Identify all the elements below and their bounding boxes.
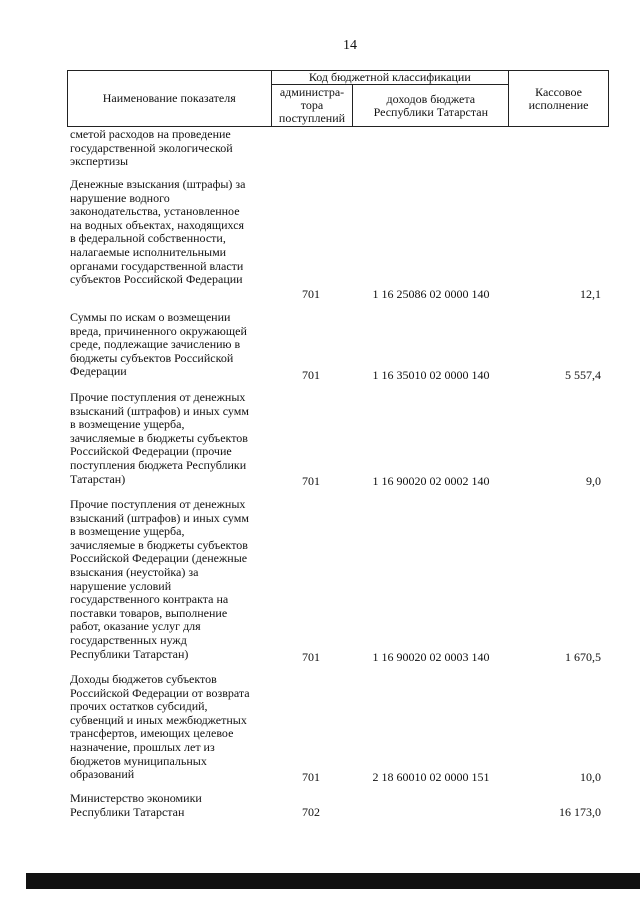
row-amount: 12,1 xyxy=(580,287,601,302)
row-amount: 9,0 xyxy=(586,474,601,489)
row-amount: 1 670,5 xyxy=(565,650,601,665)
row-amount: 16 173,0 xyxy=(559,805,601,820)
row-amount: 5 557,4 xyxy=(565,368,601,383)
header-code-group: Код бюджетной классификации xyxy=(271,71,509,85)
row-admin-code: 701 xyxy=(302,368,320,383)
table-header xyxy=(67,70,609,127)
table-row xyxy=(67,311,609,383)
table-row xyxy=(67,673,609,785)
row-name: сметой расходов на проведение государственной экологической экспертизы xyxy=(70,127,233,169)
table-row xyxy=(67,178,609,302)
row-name: Денежные взыскания (штрафы) за нарушение водного законодательства, установленное на водных объектах, находящихся в федеральной собственности, налагаемые исполнительными органами государственной власти субъектов Российской Федерации xyxy=(70,177,246,287)
row-admin-code: 701 xyxy=(302,770,320,785)
row-admin-code: 701 xyxy=(302,287,320,302)
row-budget-code: 2 18 60010 02 0000 151 xyxy=(372,770,490,785)
row-name: Прочие поступления от денежных взысканий (штрафов) и иных сумм в возмещение ущерба, зачисляемые в бюджеты субъектов Российской Федерации (денежные взыскания (неустойка) за нарушение условий государственного контракта на поставки товаров, выполнение работ, оказание услуг для государственных нужд Республики Татарстан) xyxy=(70,497,249,661)
row-budget-code: 1 16 35010 02 0000 140 xyxy=(372,368,490,383)
row-budget-code: 1 16 25086 02 0000 140 xyxy=(372,287,490,302)
table-body xyxy=(67,128,609,820)
row-name: Суммы по искам о возмещении вреда, причиненного окружающей среде, подлежащие зачислению в бюджеты субъектов Российской Федерации xyxy=(70,310,247,379)
row-admin-code: 701 xyxy=(302,650,320,665)
row-budget-code: 1 16 90020 02 0003 140 xyxy=(372,650,490,665)
page-number: 14 xyxy=(343,38,357,53)
table-row xyxy=(67,391,609,489)
scan-edge-bar xyxy=(26,873,640,889)
header-name-column: Наименование показателя xyxy=(68,71,272,127)
row-admin-code: 701 xyxy=(302,474,320,489)
row-name: Прочие поступления от денежных взысканий (штрафов) и иных сумм в возмещение ущерба, зачисляемые в бюджеты субъектов Российской Федерации (прочие поступления бюджета Республики Татарстан) xyxy=(70,390,249,486)
row-admin-code: 702 xyxy=(302,805,320,820)
table-row xyxy=(67,498,609,665)
row-name: Доходы бюджетов субъектов Российской Федерации от возврата прочих остатков субсидий, субвенций и иных межбюджетных трансфертов, имеющих целевое назначение, прошлых лет из бюджетов муниципальных образований xyxy=(70,672,250,782)
header-execution-column: Кассовое исполнение xyxy=(509,71,609,127)
table-row xyxy=(67,792,609,820)
table-row xyxy=(67,128,609,172)
header-income-column: доходов бюджета Республики Татарстан xyxy=(353,85,509,127)
row-budget-code: 1 16 90020 02 0002 140 xyxy=(372,474,490,489)
header-admin-column: администра-тора поступлений xyxy=(271,85,353,127)
row-name: Министерство экономики Республики Татарстан xyxy=(70,791,202,819)
row-amount: 10,0 xyxy=(580,770,601,785)
